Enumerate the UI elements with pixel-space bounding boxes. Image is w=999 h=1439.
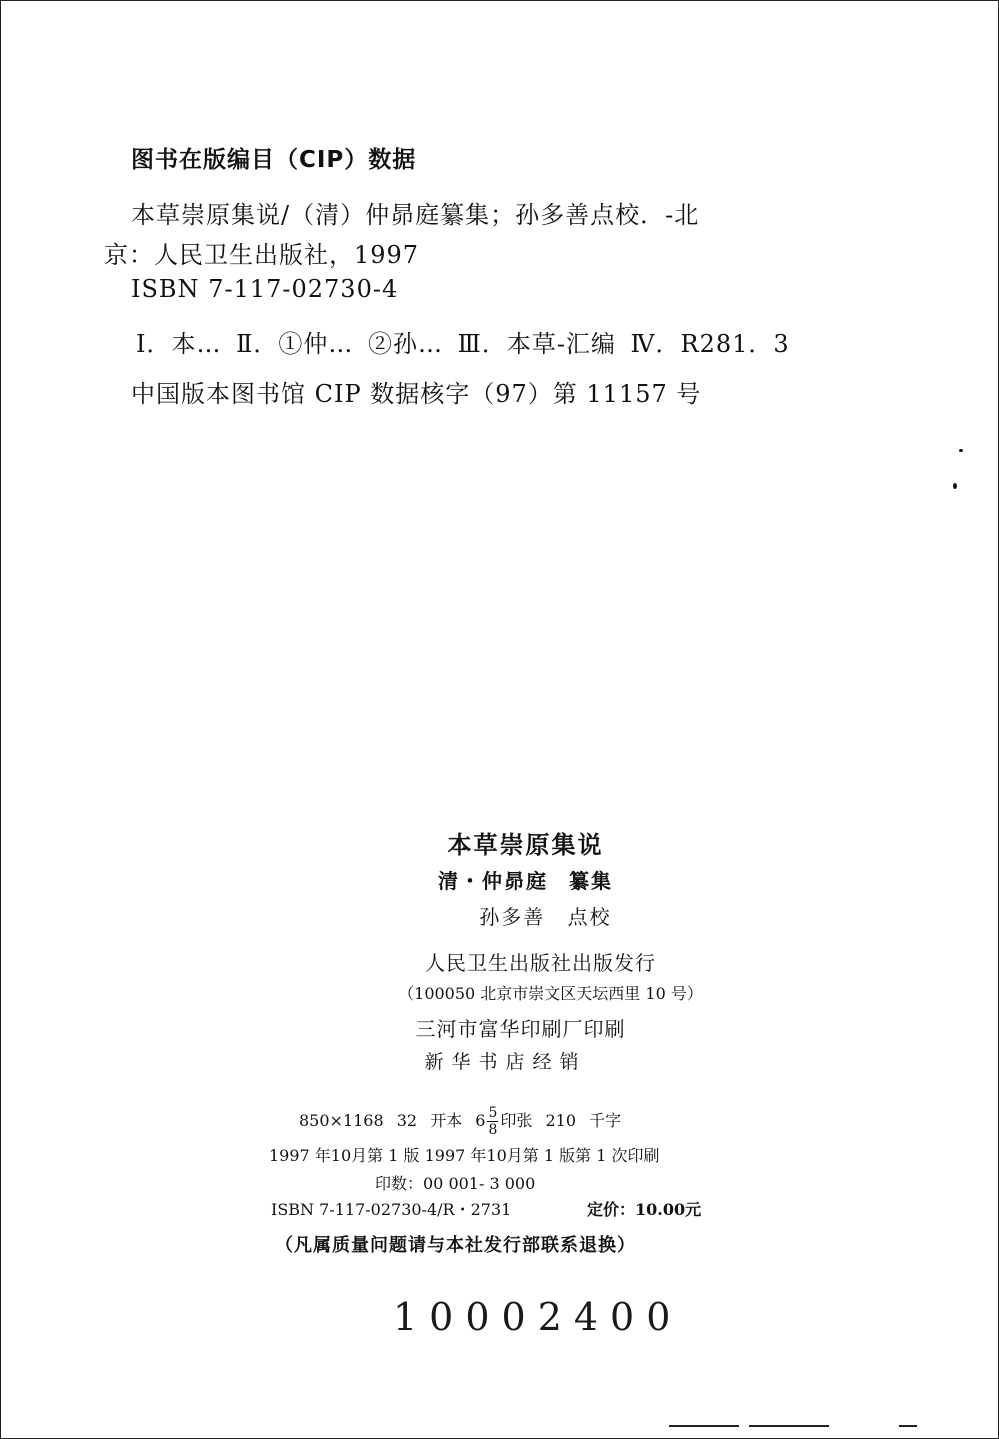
colophon-address: （100050 北京市崇文区天坛西里 10 号） (398, 984, 703, 1003)
scan-mark (749, 1425, 829, 1427)
sheets-fraction-numerator: 5 (488, 1105, 498, 1121)
cip-classification: Ⅰ．本… Ⅱ．①仲… ②孙… Ⅲ．本草-汇编 Ⅳ．R281．3 (136, 330, 790, 358)
edition-info: 1997 年10月第 1 版 1997 年10月第 1 版第 1 次印刷 (269, 1146, 660, 1165)
barcode-number: 10002400 (393, 1295, 683, 1339)
quality-notice: （凡属质量问题请与本社发行部联系退换） (275, 1235, 636, 1256)
cip-title-line: 本草崇原集说/（清）仲昴庭纂集；孙多善点校．-北 (131, 201, 700, 229)
colophon-title: 本草崇原集说 (447, 831, 604, 859)
scan-mark (899, 1425, 917, 1427)
print-run: 印数：00 001- 3 000 (375, 1174, 536, 1193)
cip-record-number: 中国版本图书馆 CIP 数据核字（97）第 11157 号 (131, 380, 702, 408)
format-spec-suffix: 印张 210 千字 (500, 1111, 622, 1130)
cip-publisher-line: 京：人民卫生出版社，1997 (104, 241, 420, 269)
colophon-isbn: ISBN 7-117-02730-4/R・2731 (271, 1200, 512, 1219)
format-spec-prefix: 850×1168 32 开本 6 (299, 1111, 486, 1130)
sheets-fraction-denominator: 8 (488, 1122, 498, 1138)
scan-speck (959, 449, 963, 452)
colophon-distributor: 新华书店经销 (424, 1051, 587, 1073)
colophon-author: 清・仲昴庭 纂集 (438, 869, 613, 893)
scan-mark (669, 1425, 739, 1427)
price: 定价：10.00元 (587, 1200, 702, 1219)
colophon-printer: 三河市富华印刷厂印刷 (415, 1017, 626, 1041)
scan-speck (953, 483, 957, 489)
sheets-fraction (487, 1105, 498, 1138)
cip-isbn: ISBN 7-117-02730-4 (131, 275, 399, 303)
cip-heading: 图书在版编目（CIP）数据 (131, 147, 417, 173)
format-spec (299, 1105, 621, 1138)
colophon-editor: 孙多善 点校 (479, 905, 612, 929)
colophon-publisher: 人民卫生出版社出版发行 (425, 951, 656, 975)
